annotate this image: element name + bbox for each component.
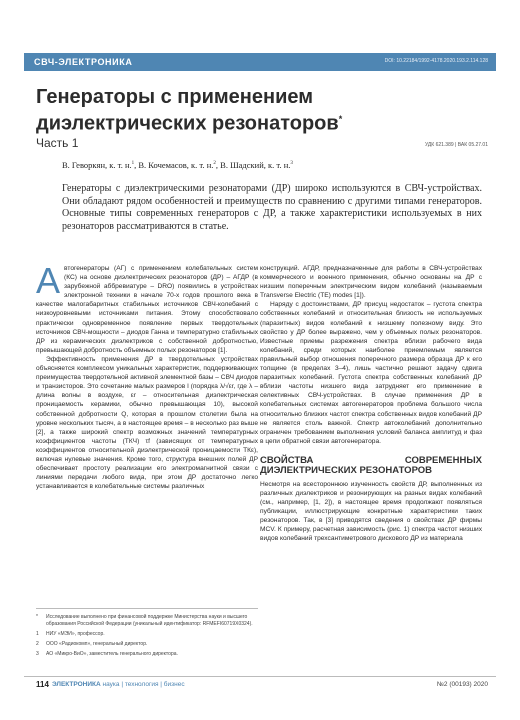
paragraph xyxy=(36,260,258,355)
paragraph: Несмотря на всестороннюю изученность свойств ДР, выполненных из различных диэлектриков и резонирующих на разных видах колебаний (см., например, [1, 2]), в настоящее время продолжают появляться публикации, иллюстрирующие конкретные характеристики таких резонаторов. Так, в [3] приводятся сведения о свойствах ДР фирмы MCV. К примеру, расчетная зависимость (рис. 1) спектра частот низших видов колебаний трехсантиметрового дискового ДР из материала xyxy=(260,480,482,543)
journal-tagline: наука | технология | бизнес xyxy=(102,681,185,688)
journal-name xyxy=(52,681,185,688)
paragraph: Наряду с достоинствами, ДР присущ недостаток – густота спектра собственных колебаний и относительная близость не используемых (паразитных) видов колебаний к низшему полезному виду. Это свойство у ДР более выражено, чем у объемных полых резонаторов. Известные приемы разрежения спектра вблизи рабочего вида колебаний, среди которых наиболее приемлемым является правильный выбор отношения поперечного размера образца ДР к его толщине (в пределах 3–4), лишь частично решают задачу сдвига паразитных колебаний. Густота спектра собственных колебаний ДР вблизи частоты низшего вида затрудняет его применение в селективных СВЧ-устройствах. В случае применения ДР в колебательных системах автогенераторов проблема большого числа относительно близких частот спектра собственных видов колебаний ДР не является столь важной. Спектр автоколебаний дополнительно ограничен требованием выполнения условий баланса амплитуд и фаз в цепи обратной связи автогенератора. xyxy=(260,301,482,445)
footnote xyxy=(36,651,258,658)
column-left xyxy=(36,260,258,491)
footnote xyxy=(36,631,258,638)
column-right xyxy=(260,264,482,544)
title-footnote-mark: * xyxy=(338,114,343,124)
footnote-divider xyxy=(36,608,258,609)
author-3 xyxy=(220,160,293,170)
author-1 xyxy=(62,160,134,170)
footnotes xyxy=(36,614,258,661)
footnote-text: Исследование выполнено при финансовой поддержке Министерства науки и высшего образования Российской Федерации (уникальный идентификатор: RFMEFI60719X0324). xyxy=(46,614,253,627)
footnote-text: АО «Микро-ВиО», заместитель генерального директора. xyxy=(46,651,178,657)
article-part: Часть 1 xyxy=(36,136,79,150)
author-1-mark: 1 xyxy=(131,161,135,167)
footnote-mark: 1 xyxy=(36,631,39,637)
author-1-name: В. Геворкян, к. т. н. xyxy=(62,160,132,170)
paragraph: Эффективность применения ДР в твердотельных устройствах объясняется комплексом уникальных характеристик, поддерживающих преимущества твердотельной активной элементной базы – СВЧ диодов и транзисторов. Это сочетание малых размеров l (порядка λ/√εr, где λ – длина волны в воздухе, εr – относительная диэлектрическая проницаемость керамики, обычно превышающая 10), высокой собственной добротности Q, которая в прошлом столетии была на уровне нескольких тысяч, а в настоящее время – в несколько раз выше [2], а также широкий спектр возможных значений температурных коэффициентов частоты (ТКЧ) τf (зависящих от температурных коэффициентов относительной диэлектрической проницаемости ТКε), включая нулевые значения. Кроме того, структура внешних полей ДР обеспечивает простоту реализации его электромагнитной связи с линиями передачи любого вида, при этом ДР достаточно легко устанавливается в колебательные системы различных xyxy=(36,355,258,491)
udk-code: УДК 621.389 | ВАК 05.27.01 xyxy=(424,142,488,148)
footnote-mark: * xyxy=(36,614,38,620)
author-3-mark: 3 xyxy=(290,161,293,167)
footnote-text: НИУ «МЭИ», профессор. xyxy=(46,631,105,637)
footnote-mark: 3 xyxy=(36,651,39,657)
author-2-name: В. Кочемасов, к. т. н. xyxy=(138,160,214,170)
journal-title: ЭЛЕКТРОНИКА xyxy=(52,681,101,688)
footnote-mark: 2 xyxy=(36,641,39,647)
issue-number: №2 (00193) 2020 xyxy=(436,681,488,688)
footnote xyxy=(36,641,258,648)
footer-divider xyxy=(24,676,496,677)
section-heading: СВОЙСТВА СОВРЕМЕННЫХ ДИЭЛЕКТРИЧЕСКИХ РЕЗОНАТОРОВ xyxy=(260,454,482,477)
author-3-name: В. Шадский, к. т. н. xyxy=(220,160,291,170)
footnote xyxy=(36,614,258,628)
article-title-text: Генераторы с применением диэлектрических резонаторов xyxy=(36,86,339,135)
doi-label: DOI: 10.22184/1992-4178.2020.193.2.114.128 xyxy=(384,58,488,64)
paragraph-text: втогенераторы (АГ) с применением колебательных систем (КС) на основе диэлектрических резонаторов (ДР) – АГДР (в зарубежной аббревиатуре – DRO) появились в устройствах электронной техники в начале 70-х годов прошлого века в качестве малогабаритных стабильных источников СВЧ-колебаний с низкоуровневыми источниками питания. Этому способствовало практически одновременное появление первых твердотельных источников СВЧ-мощности – диодов Ганна и температурно стабильных ДР из керамических диэлектриков с собственной добротностью, превышающей добротность объемных полых резонаторов [1]. xyxy=(36,265,258,354)
section-label: СВЧ-ЭЛЕКТРОНИКА xyxy=(34,57,133,67)
authors-line: В. Геворкян, к. т. н.$^1$, В. Кочемасов, к. т. н.$^2$, В. Шадский, к. т. н.$^3$ xyxy=(62,160,293,170)
paragraph: конструкций. АГДР, предназначенные для работы в СВЧ-устройствах коммерческого и военного применения, обычно основаны на ДР с низшим поперечным электрическим видом колебаний (называемым Transverse Electric (TE) modes [1]). xyxy=(260,265,482,300)
author-2-mark: 2 xyxy=(213,161,216,167)
article-title xyxy=(36,86,416,135)
author-2 xyxy=(138,160,216,170)
footnote-text: ООО «Радиокомп», генеральный директор. xyxy=(46,641,148,647)
abstract: Генераторы с диэлектрическими резонаторами (ДР) широко используются в СВЧ-устройствах. Они обладают рядом особенностей и преимуществ по сравнению с другими типами генераторов. Основные типы современных генераторов с ДР, а также характеристики используемых в них резонаторов рассматриваются в статье. xyxy=(62,183,482,232)
drop-cap: А xyxy=(36,260,61,301)
page-number: 114 xyxy=(36,680,49,689)
